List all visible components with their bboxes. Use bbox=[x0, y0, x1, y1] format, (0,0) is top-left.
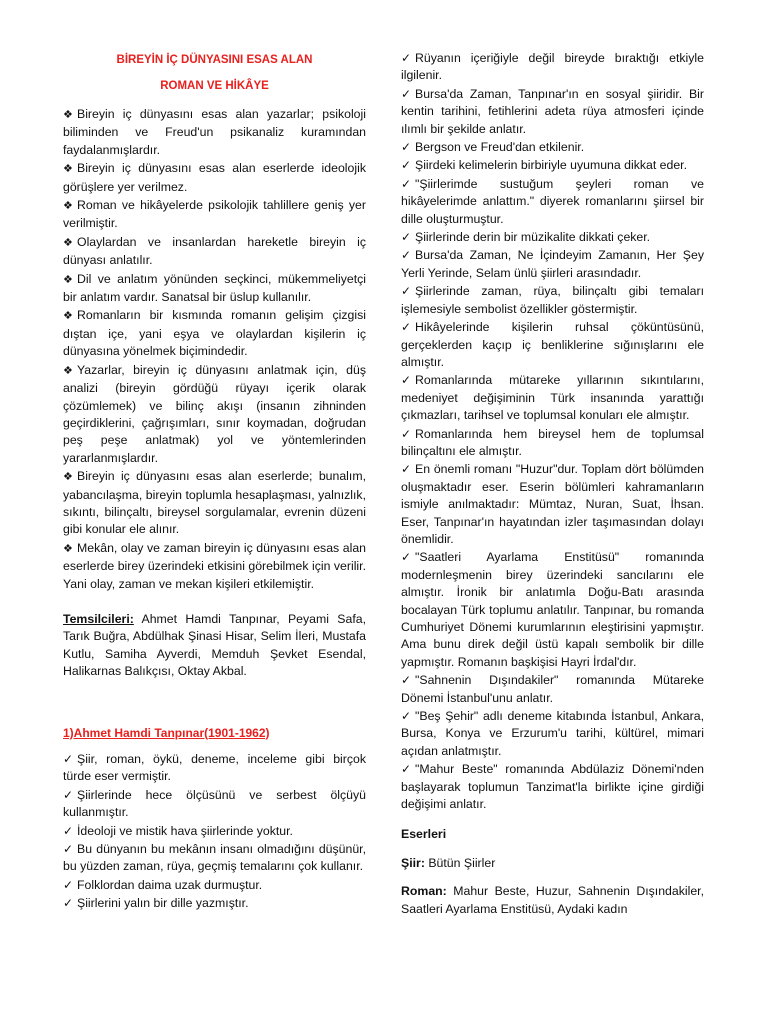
checkmark-icon: ✓ bbox=[401, 284, 412, 299]
check-item bbox=[401, 229, 704, 246]
checkmark-icon: ✓ bbox=[401, 158, 412, 173]
check-item bbox=[401, 283, 704, 318]
diamond-bullet-icon: ❖ bbox=[63, 364, 73, 377]
check-item-text: Şiir, roman, öykü, deneme, inceleme gibi birçok türde eser vermiştir. bbox=[63, 752, 366, 784]
check-item bbox=[401, 761, 704, 813]
checkmark-icon: ✓ bbox=[401, 248, 412, 263]
check-item-text: İdeoloji ve mistik hava şiirlerinde yoktur. bbox=[77, 823, 293, 838]
page-title-line-1: BİREYİN İÇ DÜNYASINI ESAS ALAN bbox=[116, 54, 313, 66]
bullet-item-text: Dil ve anlatım yönünden seçkinci, mükemmeliyetçi bir anlatım vardır. Sanatsal bir üslup kullanılır. bbox=[63, 271, 366, 305]
check-item-text: "Beş Şehir" adlı deneme kitabında İstanbul, Ankara, Bursa, Konya ve Erzurum'u tarihi, kültürel, mimari açıdan anlatmıştır. bbox=[401, 709, 704, 758]
check-item-text: "Şiirlerimde sustuğum şeyleri roman ve hikâyelerimde anlattım." diyerek romanlarını şiirsel bir dille oluşturmuştur. bbox=[401, 176, 704, 226]
check-item bbox=[401, 50, 704, 85]
check-item-text: Rüyanın içeriğiyle değil bireyde bıraktığı etkiyle ilgilenir. bbox=[401, 51, 704, 83]
checkmark-icon: ✓ bbox=[63, 752, 74, 766]
bullet-item bbox=[63, 468, 366, 539]
checkmark-icon: ✓ bbox=[63, 877, 74, 892]
check-item-text: Romanlarında mütareke yıllarının sıkıntılarını, medeniyet değişiminin Türk insanında yarattığı çıkmazları, tarihsel ve toplumsal konuları ele almıştır. bbox=[401, 373, 704, 423]
check-item bbox=[401, 86, 704, 138]
diamond-bullet-icon: ❖ bbox=[63, 273, 73, 286]
check-item bbox=[401, 139, 704, 156]
check-item-text: Bursa'da Zaman, Ne İçindeyim Zamanın, Her Şey Yerli Yerinde, Selam ünlü şiirleri arasındadır. bbox=[401, 248, 704, 280]
diamond-bullet-icon: ❖ bbox=[63, 109, 73, 121]
bullet-item bbox=[63, 106, 366, 159]
tanpinar-list-left bbox=[63, 751, 366, 913]
checkmark-icon: ✓ bbox=[401, 673, 412, 688]
check-item bbox=[401, 176, 704, 228]
bullet-item bbox=[63, 307, 366, 360]
bullet-item-text: Roman ve hikâyelerde psikolojik tahlillere geniş yer verilmiştir. bbox=[63, 198, 366, 231]
checkmark-icon: ✓ bbox=[63, 896, 74, 911]
representatives-label: Temsilcileri: bbox=[63, 611, 134, 626]
check-item-text: "Sahnenin Dışındakiler" romanında Mütareke Dönemi İstanbul'unu anlatır. bbox=[401, 673, 704, 705]
check-item-text: Hikâyelerinde kişilerin ruhsal çöküntüsünü, gerçeklerden kaçıp iç benliklerine sığınışlarını ele almıştır. bbox=[401, 320, 704, 369]
diamond-bullet-icon: ❖ bbox=[63, 236, 73, 249]
check-item bbox=[63, 787, 366, 822]
check-item bbox=[401, 672, 704, 707]
bullet-item-text: Romanların bir kısmında romanın gelişim çizgisi dıştan içe, yani eşya ve olaylardan kişilerin iç dünyasına yönelmek biçimindedir. bbox=[63, 308, 366, 359]
checkmark-icon: ✓ bbox=[401, 51, 412, 65]
diamond-bullet-icon: ❖ bbox=[63, 310, 73, 323]
diamond-bullet-icon: ❖ bbox=[63, 163, 73, 176]
works-poetry-label: Şiir: bbox=[401, 855, 425, 870]
check-item-text: Bergson ve Freud'dan etkilenir. bbox=[415, 140, 585, 155]
checkmark-icon: ✓ bbox=[63, 787, 74, 802]
representatives-paragraph bbox=[63, 611, 366, 681]
checkmark-icon: ✓ bbox=[401, 230, 412, 245]
check-item-text: En önemli romanı "Huzur"dur. Toplam dört bölümden oluşmaktadır eser. Eserin bölümleri kahramanların ismiyle anılmaktadır: Mümtaz, Nuran, Suat, İhsan. Eser, Tanpınar'ın hayatından izler taşımasından dolayı önemlidir. bbox=[401, 462, 704, 546]
works-poetry bbox=[401, 855, 704, 872]
check-item-text: Şiirdeki kelimelerin birbiriyle uyumuna dikkat eder. bbox=[415, 158, 688, 173]
check-item-text: Bu dünyanın bu mekânın insanı olmadığını düşünür, bu yüzden zaman, rüya, geçmiş temalarını çok kullanır. bbox=[63, 842, 366, 874]
bullet-item-text: Bireyin iç dünyasını esas alan yazarlar; psikoloji biliminden ve Freud'un psikanaliz kuramından faydalanmışlardır. bbox=[63, 107, 366, 157]
diamond-bullet-icon: ❖ bbox=[63, 471, 73, 484]
diamond-bullet-icon: ❖ bbox=[63, 542, 73, 555]
checkmark-icon: ✓ bbox=[401, 462, 412, 477]
checkmark-icon: ✓ bbox=[401, 140, 412, 155]
section-title-tanpinar: 1)Ahmet Hamdi Tanpınar(1901-1962) bbox=[63, 725, 270, 740]
bullet-item-text: Olaylardan ve insanlardan hareketle bireyin iç dünyası anlatılır. bbox=[63, 234, 366, 268]
check-item bbox=[401, 247, 704, 282]
bullet-item bbox=[63, 160, 366, 196]
check-item-text: "Saatleri Ayarlama Enstitüsü" romanında modernleşmenin birey üzerindeki sancılarını ele almıştır. İronik bir anlatımla Doğu-Batı arasında bocalayan Türk toplumu anlatılır. Tanpınar, bu romanda Cumhuriyet Dönemi kurumlarının eleştirisini yapmıştır. Ama bunu direk değil üstü kapalı sembolik bir dille yapmıştır. Romanın başkişisi Hayri İrdal'dır. bbox=[401, 550, 704, 669]
diamond-bullet-icon: ❖ bbox=[63, 200, 73, 213]
works-poetry-text: Bütün Şiirler bbox=[424, 855, 496, 870]
check-item bbox=[63, 877, 366, 894]
check-item bbox=[401, 461, 704, 548]
check-item-text: Şiirlerinde hece ölçüsünü ve serbest ölçüyü kullanmıştır. bbox=[63, 787, 366, 820]
check-item bbox=[401, 426, 704, 461]
check-item bbox=[63, 895, 366, 912]
checkmark-icon: ✓ bbox=[401, 320, 412, 335]
bullet-item bbox=[63, 234, 366, 270]
works-novel-label: Roman: bbox=[401, 884, 447, 899]
check-item-text: "Mahur Beste" romanında Abdülaziz Dönemi'nden başlayarak toplumun Tanzimat'la birlikte içine girdiği değişimi anlatır. bbox=[401, 762, 704, 812]
check-item bbox=[63, 841, 366, 876]
bullet-item-text: Bireyin iç dünyasını esas alan eserlerde ideolojik görüşlere yer verilmez. bbox=[63, 161, 366, 194]
right-column bbox=[401, 50, 704, 919]
check-item bbox=[63, 823, 366, 840]
checkmark-icon: ✓ bbox=[401, 86, 412, 101]
check-item-text: Şiirlerinde zaman, rüya, bilinçaltı gibi temaları işlemesiyle sembolist özellikler göstermiştir. bbox=[401, 284, 704, 316]
tanpinar-list-right bbox=[401, 50, 704, 813]
bullet-item-text: Mekân, olay ve zaman bireyin iç dünyasını esas alan eserlerde birey üzerindeki etkisini görebilmek için verilir. Yani olay, zaman ve mekan kişileri etkilemiştir. bbox=[63, 540, 366, 591]
check-item bbox=[401, 157, 704, 174]
check-item-text: Şiirlerinde derin bir müzikalite dikkati çeker. bbox=[415, 230, 651, 245]
check-item-text: Bursa'da Zaman, Tanpınar'ın en sosyal şiiridir. Bir kentin tarihini, fetihlerini adeta rüya atmosferi içinde ılımlı bir şekilde anlatır. bbox=[401, 86, 704, 136]
checkmark-icon: ✓ bbox=[63, 823, 74, 838]
check-item-text: Folklordan daima uzak durmuştur. bbox=[77, 877, 263, 892]
feature-list bbox=[63, 106, 366, 593]
checkmark-icon: ✓ bbox=[401, 373, 412, 388]
left-column bbox=[63, 50, 366, 914]
works-novel bbox=[401, 883, 704, 918]
checkmark-icon: ✓ bbox=[401, 426, 412, 441]
check-item bbox=[401, 319, 704, 371]
checkmark-icon: ✓ bbox=[63, 842, 74, 857]
check-item bbox=[401, 708, 704, 760]
bullet-item-text: Bireyin iç dünyasını esas alan eserlerde; bunalım, yabancılaşma, bireyin toplumla hesaplaşması, yalnızlık, sıkıntı, bilinçaltı, bireysel sorgulamalar, evrenin düzeni gibi konular ele alınır. bbox=[63, 469, 366, 537]
checkmark-icon: ✓ bbox=[401, 709, 412, 724]
bullet-item bbox=[63, 271, 366, 307]
bullet-item bbox=[63, 197, 366, 233]
checkmark-icon: ✓ bbox=[401, 550, 412, 565]
check-item-text: Şiirlerini yalın bir dille yazmıştır. bbox=[77, 896, 249, 911]
checkmark-icon: ✓ bbox=[401, 762, 412, 777]
check-item-text: Romanlarında hem bireysel hem de toplumsal bilinçaltını ele almıştır. bbox=[401, 426, 704, 458]
representatives-text: Ahmet Hamdi Tanpınar, Peyami Safa, Tarık Buğra, Abdülhak Şinasi Hisar, Selim İleri, Mustafa Kutlu, Samiha Ayverdi, Memduh Şevket Esendal, Halikarnas Balıkçısı, Oktay Akbal. bbox=[63, 611, 366, 679]
check-item bbox=[63, 751, 366, 786]
bullet-item bbox=[63, 540, 366, 593]
bullet-item-text: Yazarlar, bireyin iç dünyasını anlatmak için, düş analizi (bireyin gördüğü rüyayı içerik olarak çözümlemek) ve bilinç akışı (insanın zihninden geçirdiklerini, çağrışımları, sınır koymadan, doğrudan peş peşe anlatmak) yol ve yöntemlerinden yararlanmışlardır. bbox=[63, 362, 366, 465]
works-novel-text: Mahur Beste, Huzur, Sahnenin Dışındakiler, Saatleri Ayarlama Enstitüsü, Aydaki kadın bbox=[401, 884, 704, 916]
check-item bbox=[401, 372, 704, 424]
bullet-item bbox=[63, 362, 366, 467]
page-title-line-2: ROMAN VE HİKÂYE bbox=[160, 80, 269, 92]
check-item bbox=[401, 549, 704, 671]
checkmark-icon: ✓ bbox=[401, 176, 412, 191]
works-heading: Eserleri bbox=[401, 827, 447, 842]
